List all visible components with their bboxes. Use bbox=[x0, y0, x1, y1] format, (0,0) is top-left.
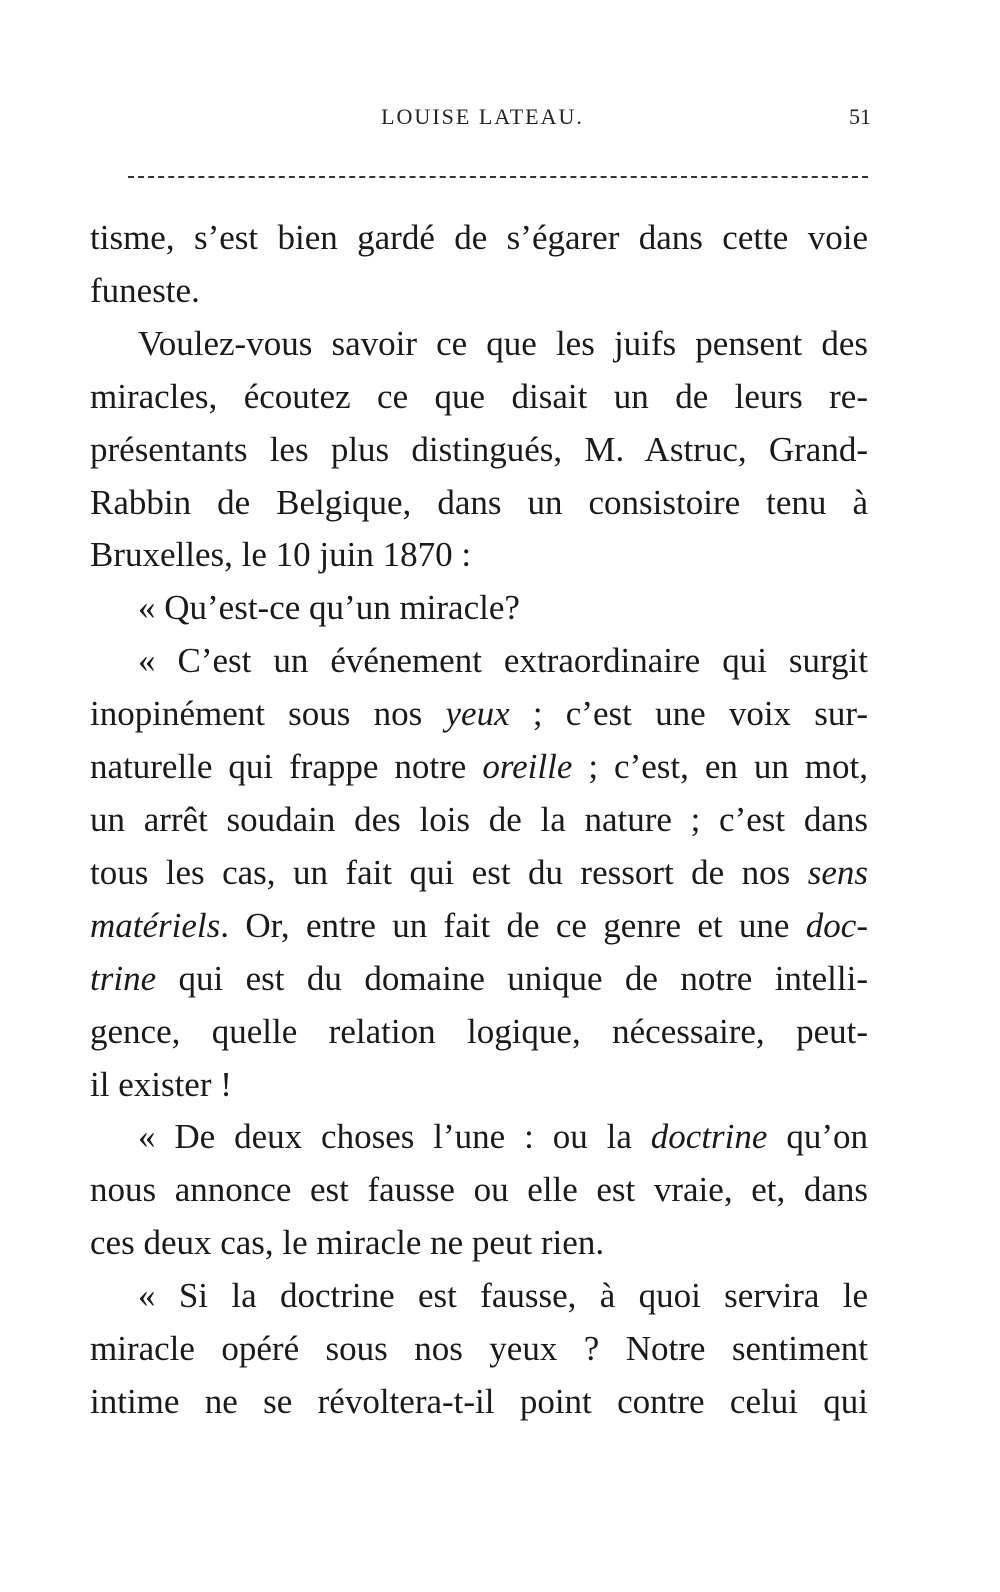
text-line: inopinément sous nos yeux ; c’est une voix sur- bbox=[90, 694, 868, 734]
text-line: matériels. Or, entre un fait de ce genre et une doc- bbox=[90, 905, 868, 945]
text-line: « Qu’est-ce qu’un miracle? bbox=[138, 588, 520, 628]
text-line: gence, quelle relation logique, nécessaire, peut- bbox=[90, 1011, 868, 1051]
text-line: miracles, écoutez ce que disait un de leurs re- bbox=[90, 376, 868, 416]
running-title: LOUISE LATEAU. bbox=[381, 104, 584, 129]
text-line: trine qui est du domaine unique de notre intelli- bbox=[90, 958, 868, 998]
text-line: un arrêt soudain des lois de la nature ; c’est dans bbox=[90, 799, 868, 839]
body-text bbox=[90, 212, 868, 1429]
text-line: « C’est un événement extraordinaire qui surgit bbox=[138, 641, 868, 681]
text-line: présentants les plus distingués, M. Astruc, Grand- bbox=[90, 429, 868, 469]
running-head bbox=[90, 104, 875, 144]
text-line: nous annonce est fausse ou elle est vraie, et, dans bbox=[90, 1170, 868, 1210]
text-line: naturelle qui frappe notre oreille ; c’est, en un mot, bbox=[90, 747, 868, 787]
text-line: Voulez-vous savoir ce que les juifs pensent des bbox=[138, 323, 868, 363]
text-line: tisme, s’est bien gardé de s’égarer dans cette voie bbox=[90, 218, 868, 257]
page-number: 51 bbox=[849, 104, 871, 129]
text-line: intime ne se révoltera-t-il point contre celui qui bbox=[90, 1381, 868, 1421]
text-line: Rabbin de Belgique, dans un consistoire tenu à bbox=[90, 482, 868, 522]
text-line: Bruxelles, le 10 juin 1870 : bbox=[90, 535, 472, 575]
text-line: il exister ! bbox=[90, 1064, 232, 1104]
text-line: « Si la doctrine est fausse, à quoi servira le bbox=[138, 1276, 868, 1316]
text-line: tous les cas, un fait qui est du ressort de nos sens bbox=[90, 852, 868, 892]
text-line: ces deux cas, le miracle ne peut rien. bbox=[90, 1223, 605, 1263]
text-line: « De deux choses l’une : ou la doctrine qu’on bbox=[138, 1117, 868, 1157]
text-line: miracle opéré sous nos yeux ? Notre sentiment bbox=[90, 1329, 868, 1369]
header-rule bbox=[128, 176, 868, 178]
text-line: funeste. bbox=[90, 270, 200, 310]
